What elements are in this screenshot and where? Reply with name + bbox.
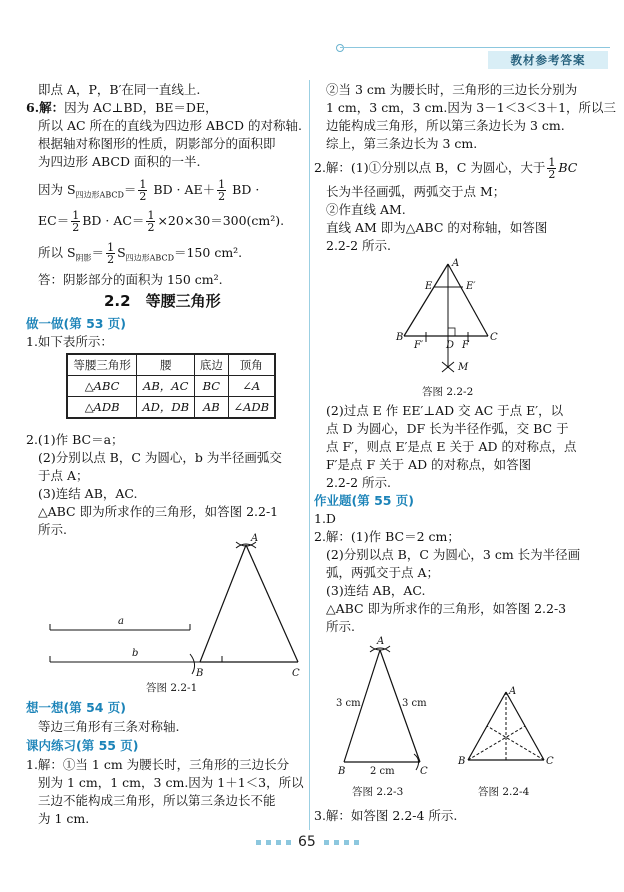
label-b: b — [132, 648, 139, 659]
vertex-C: C — [490, 332, 498, 343]
text-line: ②当 3 cm 为腰长时，三角形的三边长分别为 — [326, 82, 578, 97]
text-line: F′是点 F 关于 AD 的对称点，如答图 — [326, 457, 532, 472]
text-line: (2)过点 E 作 EE′⊥AD 交 AC 于点 E′，以 — [326, 403, 564, 418]
text-line: 2.2-2 所示. — [326, 475, 392, 490]
figure-caption: 答图 2.2-3 — [352, 786, 404, 798]
text-line: 所以 AC 所在的直线为四边形 ABCD 的对称轴. — [38, 118, 302, 133]
text-line: 为 1 cm. — [38, 811, 90, 826]
text-line: 别为 1 cm，1 cm，3 cm.因为 1＋1＜3，所以 — [38, 775, 304, 790]
figure-2-2-4 — [456, 686, 556, 772]
vertex-A: A — [377, 636, 385, 647]
text-line: 1.如下表所示： — [26, 334, 113, 349]
text-line: 3.解：如答图 2.2-4 所示. — [314, 808, 458, 823]
vertex-B: B — [396, 332, 404, 343]
formula-line-3: 所以 $S_{阴影}=$ $\frac{1}{2}$ $S_{四边形ABCD}=150$ cm². — [38, 241, 243, 266]
point-D: D — [446, 340, 455, 351]
text-line: 2.解：(1)作 BC＝2 cm； — [314, 529, 460, 544]
text-line: △ABC 即为所求作的三角形，如答图 2.2-3 — [326, 601, 567, 616]
header-decor-dot — [336, 44, 344, 52]
page-decor — [354, 840, 359, 845]
page-decor — [344, 840, 349, 845]
formula-line-1: 因为 $S_{四边形ABCD}=$ $\frac{1}{2}$ BD · AE＋ $\frac{1}{2}$ BD · — [38, 178, 260, 203]
header-rule — [340, 47, 610, 48]
point-M: M — [458, 362, 469, 373]
table-header: 等腰三角形 — [67, 354, 137, 376]
chapter-title: 2.2 等腰三角形 — [104, 292, 221, 310]
page-decor — [324, 840, 329, 845]
text-line: (3)连结 AB，AC. — [326, 583, 426, 598]
figure-caption: 答图 2.2-2 — [422, 386, 474, 398]
text-line: 三边不能构成三角形，所以第三条边长不能 — [38, 793, 276, 808]
text-line: 1.D — [314, 511, 336, 526]
section-heading: 想一想(第 54 页) — [26, 700, 127, 715]
section-heading: 作业题(第 55 页) — [314, 493, 415, 508]
table-cell: △ABC — [67, 376, 137, 397]
label-side-left: 3 cm — [336, 698, 361, 709]
text-line: 即点 A，P，B′在同一直线上. — [38, 82, 201, 97]
table-cell: ∠A — [228, 376, 275, 397]
vertex-C: C — [292, 668, 300, 679]
text-line: 1.解：①当 1 cm 为腰长时，三角形的三边长分 — [26, 757, 290, 772]
table-cell: BC — [195, 376, 228, 397]
column-divider — [309, 80, 310, 830]
text-line: 所示. — [326, 619, 355, 634]
vertex-C: C — [420, 766, 428, 777]
isosceles-table — [66, 353, 276, 419]
label-a: a — [118, 616, 124, 627]
text-line: 2.2-2 所示. — [326, 238, 392, 253]
text-line: 根据轴对称图形的性质，阴影部分的面积即 — [38, 136, 276, 151]
text-line: 2.解：(1)①分别以点 B，C 为圆心，大于 $\frac{1}{2}$ BC — [314, 156, 578, 181]
side-ab — [200, 545, 246, 662]
text-line: (3)连结 AB，AC. — [38, 486, 138, 501]
side-ab — [404, 264, 448, 336]
text-line: 为四边形 ABCD 面积的一半. — [38, 154, 201, 169]
q6-line-1: 6.解：因为 AC⊥BD，BE＝DE， — [26, 100, 218, 115]
text-line: 点 D 为圆心，DF 长为半径作弧，交 BC 于 — [326, 421, 569, 436]
text-line: 2.(1)作 BC＝a； — [26, 432, 124, 447]
section-heading: 课内练习(第 55 页) — [26, 738, 139, 753]
table-header: 腰 — [137, 354, 195, 376]
text-line: 1 cm，3 cm，3 cm.因为 3－1＜3＜3＋1，所以三 — [326, 100, 617, 115]
vertex-C: C — [546, 756, 554, 767]
point-E-prime: E′ — [466, 281, 476, 292]
page-decor — [256, 840, 261, 845]
table-cell: AB — [195, 397, 228, 419]
vertex-A: A — [452, 258, 460, 269]
text-line: 边能构成三角形，所以第三条边长为 3 cm. — [326, 118, 565, 133]
text-line: △ABC 即为所求作的三角形，如答图 2.2-1 — [38, 504, 279, 519]
text-line: 弧，两弧交于点 A； — [326, 565, 440, 580]
label-base: 2 cm — [370, 766, 395, 777]
table-cell: ∠ADB — [228, 397, 275, 419]
text-line: 于点 A； — [38, 468, 89, 483]
text-line: ②作直线 AM. — [326, 202, 406, 217]
text-line: 所示. — [38, 522, 67, 537]
figure-caption: 答图 2.2-1 — [146, 682, 198, 694]
text-line: 等边三角形有三条对称轴. — [38, 719, 180, 734]
text-line: (2)分别以点 B，C 为圆心，3 cm 长为半径画 — [326, 547, 581, 562]
figure-2-2-3 — [330, 636, 450, 784]
section-heading: 做一做(第 53 页) — [26, 316, 127, 331]
vertex-A: A — [509, 686, 517, 697]
text-line: 点 F′，则点 E′是点 E 关于 AD 的对称点，点 — [326, 439, 577, 454]
table-cell: AD，DB — [137, 397, 195, 419]
page-decor — [334, 840, 339, 845]
label-side-right: 3 cm — [402, 698, 427, 709]
figure-caption: 答图 2.2-4 — [478, 786, 530, 798]
text-line: 长为半径画弧，两弧交于点 M； — [326, 184, 506, 199]
text-line: 直线 AM 即为△ABC 的对称轴，如答图 — [326, 220, 548, 235]
table-cell: △ADB — [67, 397, 137, 419]
page-number: 65 — [298, 834, 316, 850]
text-line: 综上，第三条边长为 3 cm. — [326, 136, 478, 151]
page-decor — [266, 840, 271, 845]
answer-line: 答：阴影部分的面积为 150 cm². — [38, 272, 223, 287]
figure-2-2-1 — [40, 528, 310, 688]
vertex-B: B — [458, 756, 466, 767]
side-ac — [448, 264, 488, 336]
vertex-A: A — [251, 533, 259, 544]
text-line: (2)分别以点 B，C 为圆心，b 为半径画弧交 — [38, 450, 282, 465]
formula-line-2: EC＝ $\frac{1}{2}$ BD · AC＝ $\frac{1}{2}$ ×20×30＝300(cm²). — [38, 209, 285, 234]
vertex-B: B — [196, 668, 204, 679]
side-ac — [246, 545, 298, 662]
point-E: E — [425, 281, 433, 292]
page-decor — [286, 840, 291, 845]
header-tab: 教材参考答案 — [488, 51, 608, 69]
vertex-B: B — [338, 766, 346, 777]
point-F: F — [462, 340, 469, 351]
figure-2-2-2 — [390, 256, 510, 384]
point-F-prime: F′ — [414, 340, 424, 351]
table-header: 底边 — [195, 354, 228, 376]
page-decor — [276, 840, 281, 845]
table-cell: AB，AC — [137, 376, 195, 397]
table-header: 顶角 — [228, 354, 275, 376]
